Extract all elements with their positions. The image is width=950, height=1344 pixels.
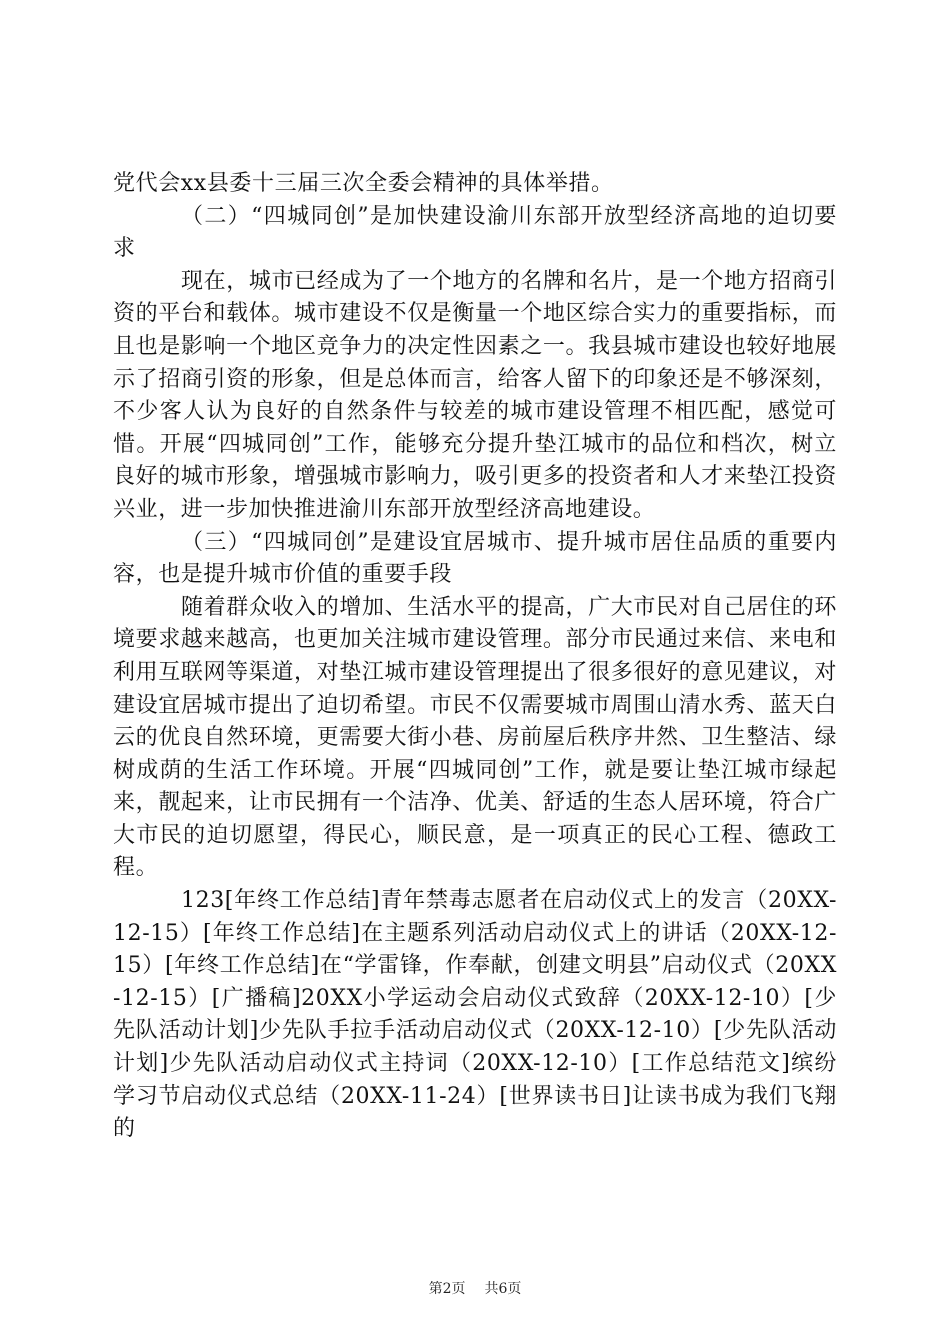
document-body (113, 168, 837, 1146)
section-heading-2: （二）“四城同创”是加快建设渝川东部开放型经济高地的迫切要求 (113, 203, 837, 262)
page-total: 共6页 (484, 1281, 522, 1297)
paragraph-livable-city: 随着群众收入的增加、生活水平的提高，广大市民对自己居住的环境要求越来越高，也更加关注城市建设管理。部分市民通过来信、来电和利用互联网等渠道，对垫江城市建设管理提出了很多很好的意见建议，对建设宜居城市提出了迫切希望。市民不仅需要城市周围山清水秀、蓝天白云的优良自然环境，更需要大街小巷、房前屋后秩序井然、卫生整洁、绿树成荫的生活工作环境。开展“四城同创”工作，就是要让垫江城市绿起来，靓起来，让市民拥有一个洁净、优美、舒适的生态人居环境，符合广大市民的迫切愿望，得民心，顺民意，是一项真正的民心工程、德政工程。 (113, 594, 837, 881)
section-heading-3: （三）“四城同创”是建设宜居城市、提升城市居住品质的重要内容，也是提升城市价值的重要手段 (113, 529, 837, 588)
page-number: 第2页 (428, 1281, 466, 1297)
page-footer (0, 1279, 950, 1299)
paragraph-city-image: 现在，城市已经成为了一个地方的名牌和名片，是一个地方招商引资的平台和载体。城市建设不仅是衡量一个地区综合实力的重要指标，而且也是影响一个地区竞争力的决定性因素之一。我县城市建设也较好地展示了招商引资的形象，但是总体而言，给客人留下的印象还是不够深刻，不少客人认为良好的自然条件与较差的城市建设管理不相匹配，感觉可惜。开展“四城同创”工作，能够充分提升垫江城市的品位和档次，树立良好的城市形象，增强城市影响力，吸引更多的投资者和人才来垫江投资兴业，进一步加快推进渝川东部开放型经济高地建设。 (113, 268, 837, 522)
paragraph-related-articles: 123[年终工作总结]青年禁毒志愿者在启动仪式上的发言（20XX-12-15）[年终工作总结]在主题系列活动启动仪式上的讲话（20XX-12-15）[年终工作总结]在“学雷锋，作奉献，创建文明县”启动仪式（20XX-12-15）[广播稿]20XX小学运动会启动仪式致辞（20XX-12-10）[少先队活动计划]少先队手拉手活动启动仪式（20XX-12-10）[少先队活动计划]少先队活动启动仪式主持词（20XX-12-10）[工作总结范文]缤纷学习节启动仪式总结（20XX-11-24）[世界读书日]让读书成为我们飞翔的 (113, 888, 837, 1142)
paragraph-continuation: 党代会xx县委十三届三次全委会精神的具体举措。 (113, 171, 614, 196)
